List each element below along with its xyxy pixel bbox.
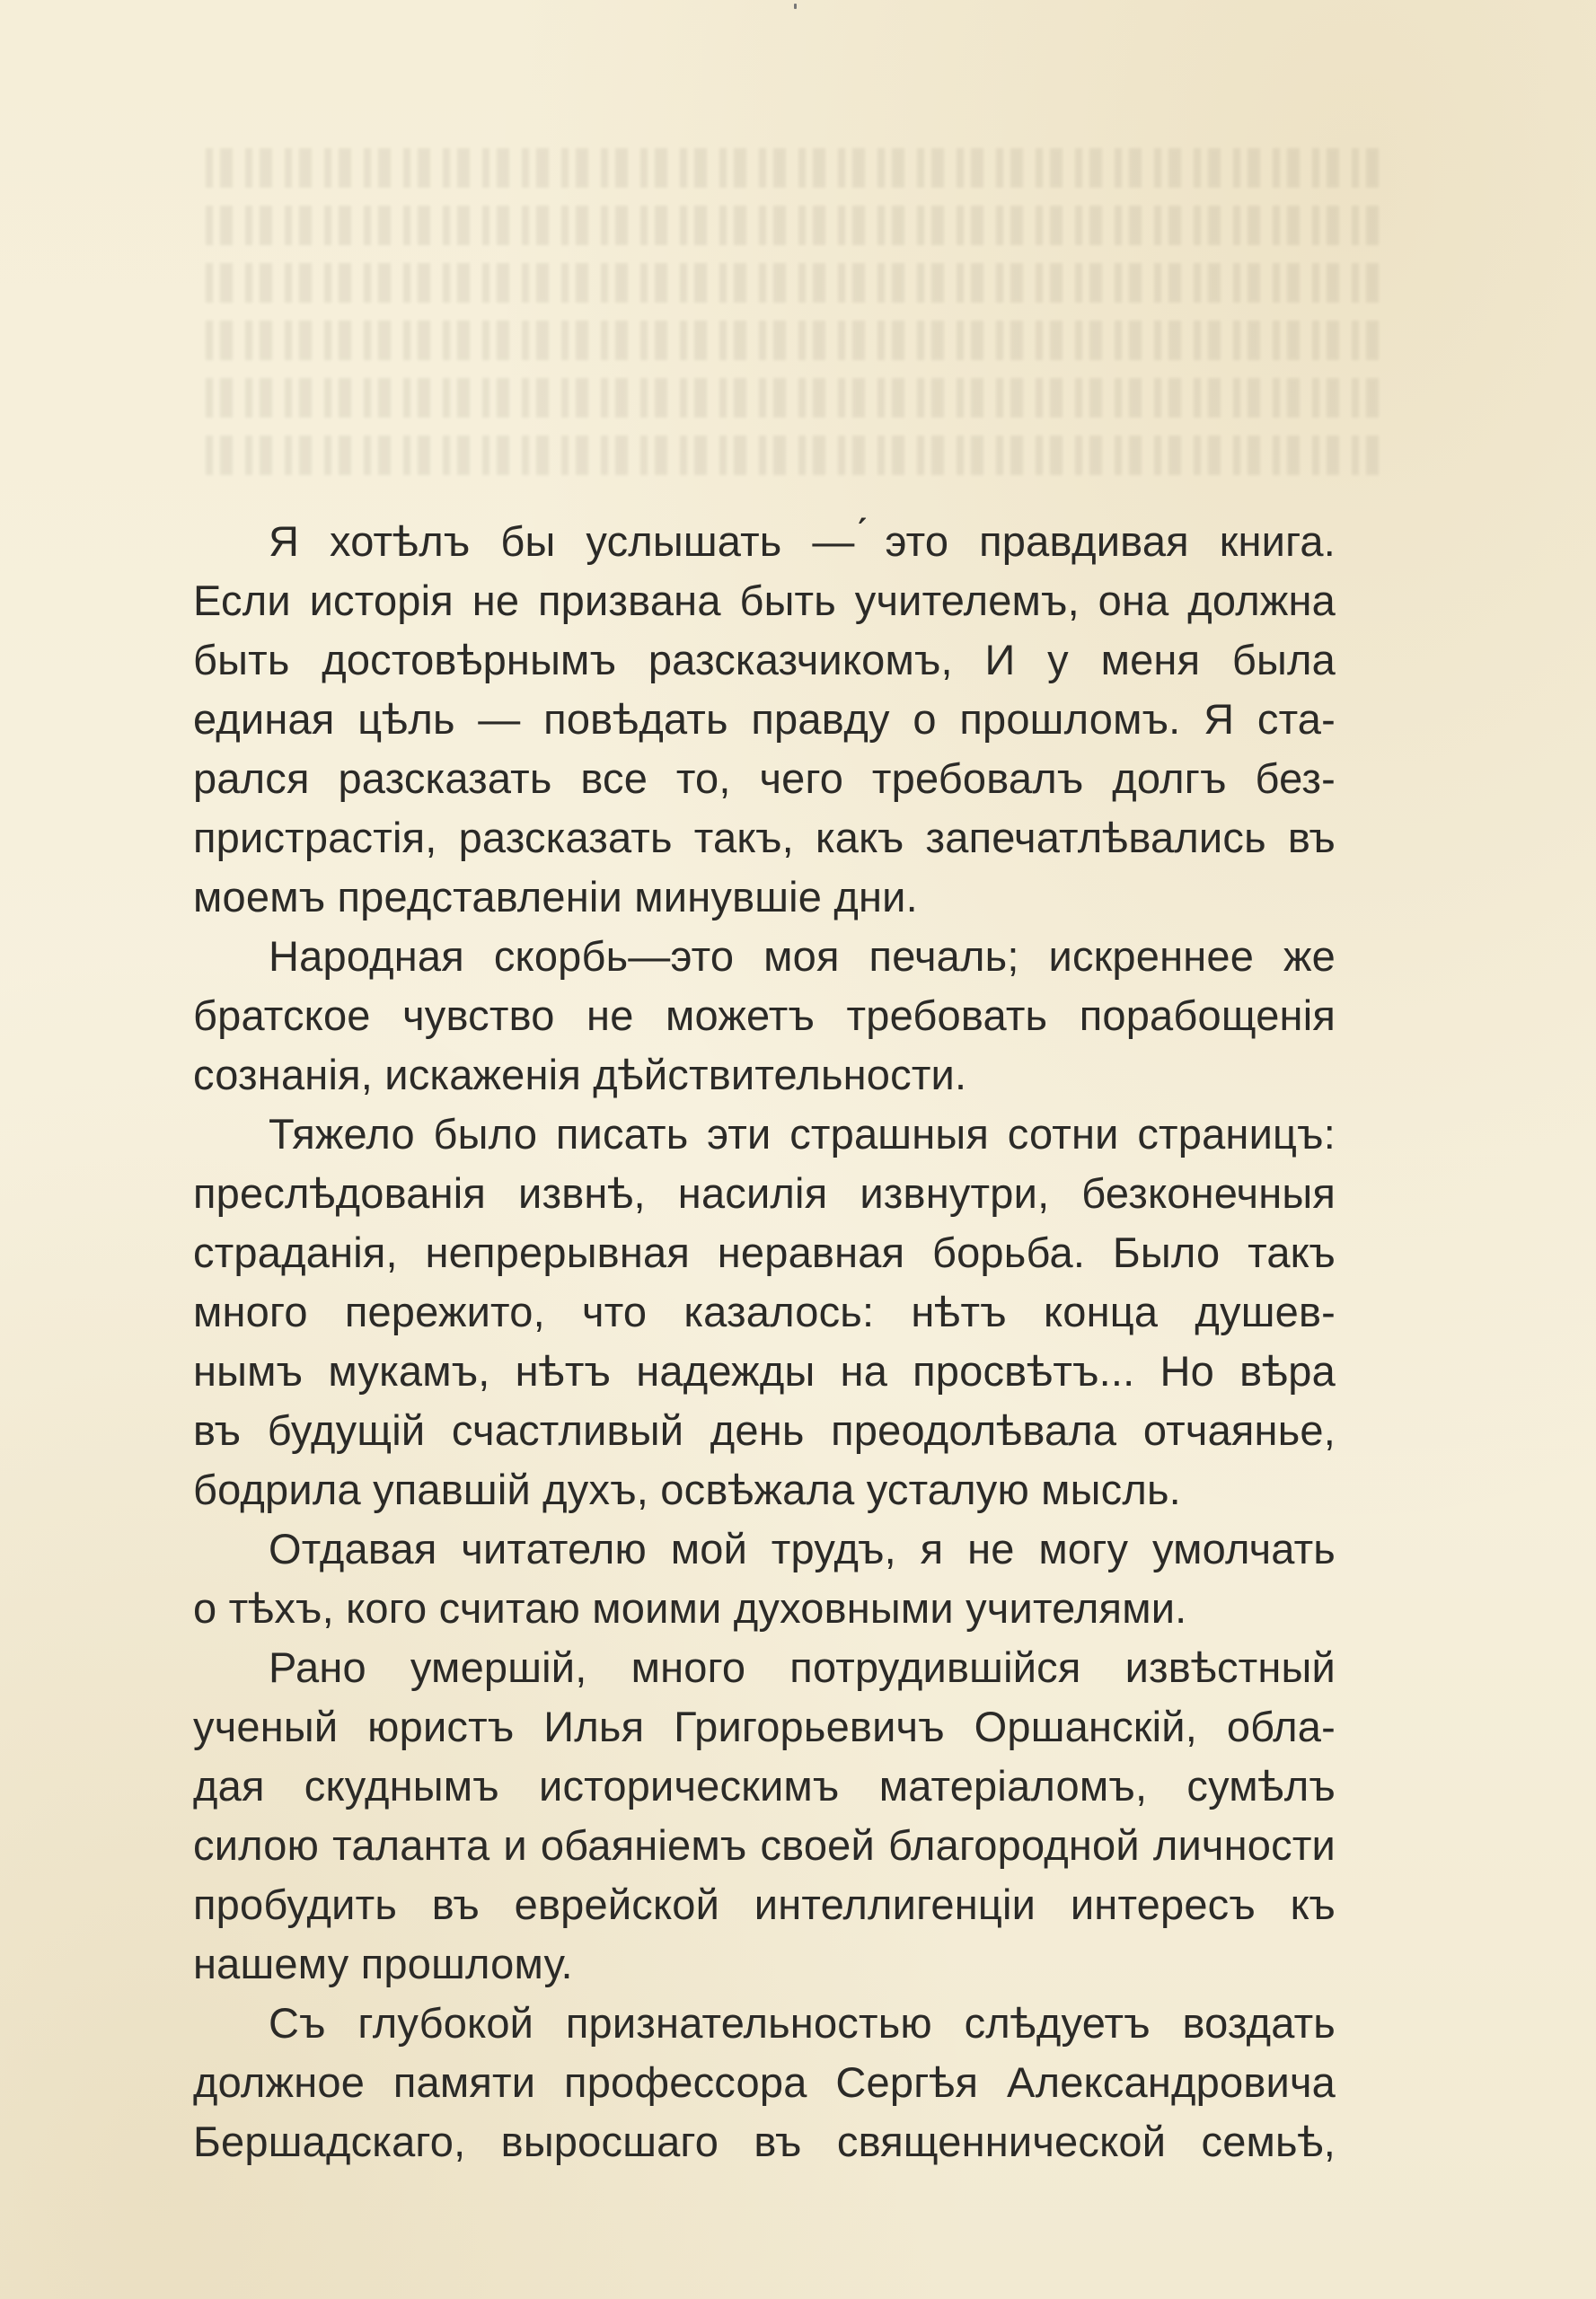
text-line: о тѣхъ, кого считаю моими духовными учителями. [193, 1584, 1187, 1632]
text-line: единая цѣль — повѣдать правду о прошломъ. Я ста- [193, 695, 1336, 743]
text-line: Я хотѣлъ бы услышать — ́это правдивая книга. [269, 517, 1336, 565]
text-line: много пережито, что казалось: нѣтъ конца душев- [193, 1288, 1336, 1335]
text-line: въ будущій счастливый день преодолѣвала отчаянье, [193, 1406, 1336, 1454]
paragraph-6 [193, 1994, 1336, 2171]
text-line: ученый юристъ Илья Григорьевичъ Оршанскій, обла- [193, 1703, 1336, 1750]
paper-speck [794, 4, 797, 9]
paragraph-5 [193, 1638, 1336, 1994]
text-line: бодрила упавшій духъ, освѣжала усталую мысль. [193, 1466, 1181, 1513]
text-line: Народная скорбь—это моя печаль; искреннее же [269, 932, 1336, 980]
text-line: Съ глубокой признательностью слѣдуетъ воздать [269, 1999, 1336, 2047]
text-line: Если исторія не призвана быть учителемъ, она должна [193, 577, 1336, 624]
text-line: рался разсказать все то, чего требовалъ долгъ без- [193, 754, 1336, 802]
text-column [193, 512, 1336, 2171]
text-line: Отдавая читателю мой трудъ, я не могу умолчать [269, 1525, 1336, 1572]
text-line: Рано умершій, много потрудившійся извѣстный [269, 1643, 1336, 1691]
paragraph-1 [193, 512, 1336, 927]
text-line: должное памяти профессора Сергѣя Александровича [193, 2058, 1336, 2106]
text-line: силою таланта и обаяніемъ своей благородной личности [193, 1821, 1336, 1869]
text-line: страданія, непрерывная неравная борьба. Было такъ [193, 1229, 1336, 1276]
text-line: Тяжело было писать эти страшныя сотни страницъ: [269, 1110, 1336, 1158]
text-line: нашему прошлому. [193, 1940, 573, 1987]
text-line: нымъ мукамъ, нѣтъ надежды на просвѣтъ... Но вѣра [193, 1347, 1336, 1395]
text-line: дая скуднымъ историческимъ матеріаломъ, сумѣлъ [193, 1762, 1336, 1810]
paragraph-3 [193, 1105, 1336, 1519]
paragraph-2 [193, 927, 1336, 1105]
text-line: преслѣдованія извнѣ, насилія извнутри, безконечныя [193, 1169, 1336, 1217]
text-line: пробудить въ еврейской интеллигенціи интересъ къ [193, 1881, 1336, 1928]
text-line: братское чувство не можетъ требовать порабощенія [193, 991, 1336, 1039]
text-line: сознанія, искаженія дѣйствительности. [193, 1051, 967, 1098]
paragraph-4 [193, 1519, 1336, 1638]
text-line: моемъ представленіи минувшіе дни. [193, 873, 918, 920]
text-line: пристрастія, разсказать такъ, какъ запечатлѣвались въ [193, 814, 1336, 861]
text-line: быть достовѣрнымъ разсказчикомъ, И у меня была [193, 636, 1336, 683]
show-through-text [193, 148, 1379, 489]
text-line: Бершадскаго, выросшаго въ священнической семьѣ, [193, 2118, 1336, 2165]
